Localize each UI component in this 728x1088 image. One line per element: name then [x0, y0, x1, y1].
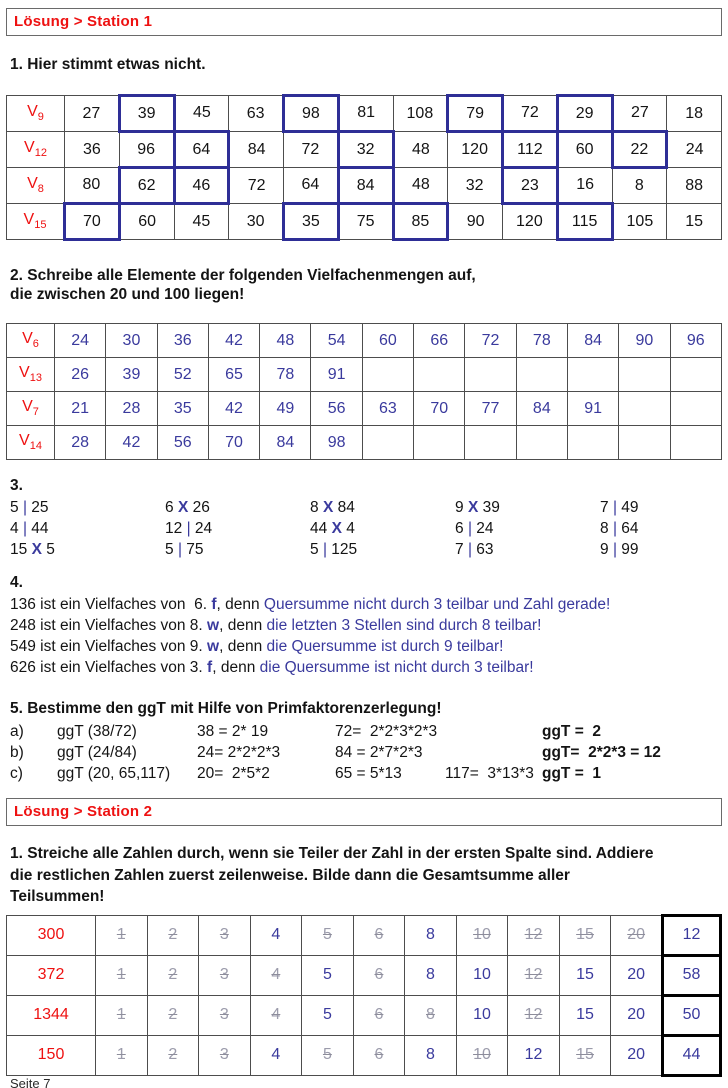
- table-cell: 8: [405, 995, 457, 1035]
- table-cell: 48: [393, 132, 448, 168]
- table-cell: 2: [147, 995, 199, 1035]
- table-cell: 5: [302, 1035, 354, 1075]
- table-row: [7, 324, 722, 358]
- true-false-answer: f: [211, 596, 217, 613]
- row-sum-cell: 50: [663, 995, 721, 1035]
- ggt-row: [10, 742, 728, 763]
- ggt-expression: ggT (24/84): [57, 744, 137, 761]
- multiples-check-table: [6, 94, 722, 241]
- station2-header-label: Lösung > Station 2: [14, 803, 153, 820]
- table-cell: 35: [157, 392, 208, 426]
- table-cell: 10: [456, 915, 508, 955]
- table-cell: 112: [503, 132, 558, 168]
- table-cell: 2: [147, 955, 199, 995]
- table-cell: 65: [208, 358, 259, 392]
- factorization-2: 65 = 5*13: [335, 765, 402, 782]
- row-label: 300: [7, 915, 96, 955]
- table-cell: 70: [65, 204, 120, 240]
- factorization-1: 24= 2*2*2*3: [197, 744, 281, 761]
- table-cell: 15: [559, 955, 611, 995]
- ggt-expression: ggT (38/72): [57, 723, 137, 740]
- row-label: $V_{14}$: [7, 426, 55, 460]
- statement-line: [10, 615, 728, 636]
- table-cell: 98: [311, 426, 362, 460]
- divisibility-statement: 7 | 63: [455, 541, 494, 558]
- table-cell: 5: [302, 915, 354, 955]
- table-cell: 120: [503, 204, 558, 240]
- row-label: $V_{15}$: [7, 204, 65, 240]
- table-cell: 2: [147, 915, 199, 955]
- station2-title-line2: die restlichen Zahlen zuerst zeilenweise. Bilde dann die Gesamtsumme aller: [10, 866, 570, 884]
- divisibility-statement: 5 | 75: [165, 541, 204, 558]
- table-cell: 72: [465, 324, 516, 358]
- table-cell: 90: [619, 324, 670, 358]
- table-cell: 3: [199, 955, 251, 995]
- table-cell: 28: [55, 426, 106, 460]
- divides-symbol: |: [467, 520, 472, 537]
- table-cell: 15: [559, 915, 611, 955]
- table-cell: 39: [106, 358, 157, 392]
- true-false-answer: w: [207, 617, 220, 634]
- table-cell: [670, 358, 721, 392]
- task2-title-line1: 2. Schreibe alle Elemente der folgenden Vielfachenmengen auf,: [10, 267, 476, 284]
- not-divides-symbol: X: [467, 499, 479, 516]
- table-cell: 8: [405, 955, 457, 995]
- table-cell: 98: [284, 96, 339, 132]
- table-cell: 27: [65, 96, 120, 132]
- table-cell: 20: [611, 955, 663, 995]
- table-cell: 63: [362, 392, 413, 426]
- factorization-3: 117= 3*13*3: [445, 765, 534, 782]
- table-cell: 75: [338, 204, 393, 240]
- divisibility-row: [10, 497, 728, 518]
- table-cell: 84: [567, 324, 618, 358]
- task4-statements: [10, 594, 728, 678]
- table-cell: [670, 392, 721, 426]
- factorization-2: 84 = 2*7*2*3: [335, 744, 423, 761]
- table-cell: 26: [55, 358, 106, 392]
- table-cell: 78: [260, 358, 311, 392]
- true-false-answer: w: [207, 638, 220, 655]
- table-cell: 15: [559, 995, 611, 1035]
- task2-title-line2: die zwischen 20 und 100 liegen!: [10, 286, 245, 303]
- table-cell: 66: [414, 324, 465, 358]
- ggt-block: [10, 721, 728, 784]
- table-cell: 15: [667, 204, 722, 240]
- task1-title: 1. Hier stimmt etwas nicht.: [10, 56, 206, 73]
- table-row: [7, 1035, 721, 1075]
- table-cell: 5: [302, 995, 354, 1035]
- table-cell: [362, 358, 413, 392]
- table-cell: 4: [250, 1035, 302, 1075]
- statement-mid: , denn: [219, 638, 267, 655]
- table-cell: 12: [508, 955, 560, 995]
- table-cell: 8: [612, 168, 667, 204]
- table-cell: 120: [448, 132, 503, 168]
- ggt-expression: ggT (20, 65,117): [57, 765, 171, 782]
- table-row: [7, 96, 722, 132]
- table-cell: 56: [311, 392, 362, 426]
- table-cell: 77: [465, 392, 516, 426]
- table-cell: 96: [119, 132, 174, 168]
- divisibility-statement: 4 | 44: [10, 520, 49, 537]
- table-cell: 54: [311, 324, 362, 358]
- table-cell: 35: [284, 204, 339, 240]
- table-cell: 12: [508, 915, 560, 955]
- table-cell: 42: [208, 324, 259, 358]
- divisibility-statement: 44 X 4: [310, 520, 355, 537]
- table-cell: 24: [667, 132, 722, 168]
- divisibility-statement: 7 | 49: [600, 499, 639, 516]
- statement-prefix: 248 ist ein Vielfaches von 8.: [10, 617, 208, 634]
- table-cell: 1: [96, 995, 148, 1035]
- table-cell: 45: [174, 96, 229, 132]
- table-cell: 56: [157, 426, 208, 460]
- table-cell: 91: [311, 358, 362, 392]
- table-cell: 81: [338, 96, 393, 132]
- table-cell: 84: [229, 132, 284, 168]
- table-cell: 85: [393, 204, 448, 240]
- row-label: $V_7$: [7, 392, 55, 426]
- table-cell: 72: [229, 168, 284, 204]
- statement-reason: die Quersumme ist durch 9 teilbar!: [266, 638, 504, 655]
- table-row: [7, 358, 722, 392]
- table-cell: 60: [119, 204, 174, 240]
- table-cell: 96: [670, 324, 721, 358]
- divides-symbol: |: [322, 541, 327, 558]
- divisibility-statement: 9 | 99: [600, 541, 639, 558]
- ggt-item-id: a): [10, 723, 24, 740]
- table-cell: 28: [106, 392, 157, 426]
- multiples-sets-table: [6, 323, 722, 460]
- station1-header: [6, 8, 722, 36]
- table-cell: 84: [260, 426, 311, 460]
- table-cell: [619, 426, 670, 460]
- table-cell: 1: [96, 1035, 148, 1075]
- table-cell: 10: [456, 955, 508, 995]
- table-row: [7, 392, 722, 426]
- row-label: $V_6$: [7, 324, 55, 358]
- table-cell: 80: [65, 168, 120, 204]
- table-cell: 21: [55, 392, 106, 426]
- task3-title: 3.: [10, 477, 23, 494]
- table-cell: [414, 358, 465, 392]
- table-cell: 32: [338, 132, 393, 168]
- table-cell: 8: [405, 915, 457, 955]
- table-cell: 42: [208, 392, 259, 426]
- table-row: [7, 168, 722, 204]
- ggt-item-id: b): [10, 744, 24, 761]
- table-cell: [414, 426, 465, 460]
- table-cell: 4: [250, 915, 302, 955]
- table-cell: [619, 358, 670, 392]
- table-cell: 20: [611, 995, 663, 1035]
- table-cell: 70: [414, 392, 465, 426]
- table-cell: [567, 426, 618, 460]
- table-cell: 29: [557, 96, 612, 132]
- statement-reason: die Quersumme ist nicht durch 3 teilbar!: [259, 659, 534, 676]
- divisibility-statement: 12 | 24: [165, 520, 213, 537]
- table-cell: 64: [174, 132, 229, 168]
- statement-reason: Quersumme nicht durch 3 teilbar und Zahl gerade!: [263, 596, 611, 613]
- statement-line: [10, 657, 728, 678]
- table-cell: 1: [96, 915, 148, 955]
- table-cell: 20: [611, 915, 663, 955]
- divisibility-grid: [10, 497, 728, 560]
- task4-title: 4.: [10, 574, 23, 591]
- station2-title-line3: Teilsummen!: [10, 888, 105, 905]
- table-cell: 6: [353, 955, 405, 995]
- table-row: [7, 915, 721, 955]
- table-cell: 64: [284, 168, 339, 204]
- row-label: 1344: [7, 995, 96, 1035]
- table-cell: 84: [338, 168, 393, 204]
- table-cell: 48: [260, 324, 311, 358]
- ggt-result: ggT = 2: [542, 723, 601, 740]
- ggt-row: [10, 763, 728, 784]
- table-cell: 1: [96, 955, 148, 995]
- statement-prefix: 136 ist ein Vielfaches von 6.: [10, 596, 212, 613]
- divisibility-row: [10, 539, 728, 560]
- row-label: $V_{12}$: [7, 132, 65, 168]
- divides-symbol: |: [186, 520, 191, 537]
- table-cell: 49: [260, 392, 311, 426]
- station2-title-line1: 1. Streiche alle Zahlen durch, wenn sie Teiler der Zahl in der ersten Spalte sind. Addiere: [10, 845, 654, 862]
- divides-symbol: |: [467, 541, 472, 558]
- factorization-1: 20= 2*5*2: [197, 765, 270, 782]
- ggt-row: [10, 721, 728, 742]
- divisibility-statement: 6 | 24: [455, 520, 494, 537]
- table-cell: 30: [106, 324, 157, 358]
- table-row: [7, 995, 721, 1035]
- table-cell: 108: [393, 96, 448, 132]
- statement-mid: , denn: [212, 659, 260, 676]
- table-cell: 72: [503, 96, 558, 132]
- table-cell: 12: [508, 995, 560, 1035]
- table-cell: 91: [567, 392, 618, 426]
- table-cell: 115: [557, 204, 612, 240]
- table-cell: [465, 426, 516, 460]
- statement-line: [10, 594, 728, 615]
- divides-symbol: |: [22, 499, 27, 516]
- factorization-1: 38 = 2* 19: [197, 723, 269, 740]
- table-cell: 88: [667, 168, 722, 204]
- table-cell: 3: [199, 915, 251, 955]
- true-false-answer: f: [207, 659, 213, 676]
- table-cell: 36: [65, 132, 120, 168]
- table-cell: 45: [174, 204, 229, 240]
- table-cell: [516, 426, 567, 460]
- table-cell: 62: [119, 168, 174, 204]
- table-cell: [362, 426, 413, 460]
- table-cell: 3: [199, 995, 251, 1035]
- not-divides-symbol: X: [331, 520, 342, 537]
- statement-prefix: 626 ist ein Vielfaches von 3.: [10, 659, 208, 676]
- ggt-result: ggT= 2*2*3 = 12: [542, 744, 661, 761]
- table-cell: 105: [612, 204, 667, 240]
- row-label: 150: [7, 1035, 96, 1075]
- statement-mid: , denn: [216, 596, 264, 613]
- table-row: [7, 955, 721, 995]
- table-cell: 18: [667, 96, 722, 132]
- factorization-3: [445, 742, 542, 763]
- divisibility-statement: 8 X 84: [310, 499, 355, 516]
- table-cell: 60: [362, 324, 413, 358]
- table-cell: 6: [353, 995, 405, 1035]
- station1-header-label: Lösung > Station 1: [14, 13, 153, 30]
- divides-symbol: |: [612, 499, 617, 516]
- table-cell: 4: [250, 995, 302, 1035]
- ggt-result: ggT = 1: [542, 765, 601, 782]
- table-cell: 78: [516, 324, 567, 358]
- table-row: [7, 426, 722, 460]
- statement-mid: , denn: [219, 617, 267, 634]
- table-cell: 63: [229, 96, 284, 132]
- table-cell: 4: [250, 955, 302, 995]
- table-cell: 32: [448, 168, 503, 204]
- table-cell: [516, 358, 567, 392]
- table-cell: 20: [611, 1035, 663, 1075]
- table-cell: 79: [448, 96, 503, 132]
- table-cell: 60: [557, 132, 612, 168]
- statement-reason: die letzten 3 Stellen sind durch 8 teilbar!: [266, 617, 542, 634]
- table-cell: 90: [448, 204, 503, 240]
- divisibility-statement: 9 X 39: [455, 499, 500, 516]
- table-cell: [670, 426, 721, 460]
- table-cell: 36: [157, 324, 208, 358]
- divides-symbol: |: [612, 520, 617, 537]
- table-cell: 22: [612, 132, 667, 168]
- statement-line: [10, 636, 728, 657]
- row-sum-cell: 12: [663, 915, 721, 955]
- table-cell: [567, 358, 618, 392]
- ggt-item-id: c): [10, 765, 23, 782]
- task5-title: 5. Bestimme den ggT mit Hilfe von Primfaktorenzerlegung!: [10, 700, 442, 717]
- statement-prefix: 549 ist ein Vielfaches von 9.: [10, 638, 208, 655]
- table-cell: 6: [353, 915, 405, 955]
- table-cell: 70: [208, 426, 259, 460]
- factorization-3: [445, 721, 542, 742]
- table-row: [7, 204, 722, 240]
- row-label: $V_8$: [7, 168, 65, 204]
- divisor-sum-table: [6, 914, 722, 1077]
- task2-title: [10, 266, 728, 304]
- table-cell: 84: [516, 392, 567, 426]
- row-sum-cell: 58: [663, 955, 721, 995]
- table-cell: 72: [284, 132, 339, 168]
- divides-symbol: |: [22, 520, 27, 537]
- row-label: $V_{13}$: [7, 358, 55, 392]
- divisibility-row: [10, 518, 728, 539]
- table-cell: 10: [456, 995, 508, 1035]
- station2-header: [6, 798, 722, 826]
- table-cell: 5: [302, 955, 354, 995]
- table-cell: 24: [55, 324, 106, 358]
- divides-symbol: |: [612, 541, 617, 558]
- table-cell: 46: [174, 168, 229, 204]
- page-number: Seite 7: [10, 1076, 51, 1088]
- table-cell: 48: [393, 168, 448, 204]
- table-cell: 23: [503, 168, 558, 204]
- not-divides-symbol: X: [31, 541, 42, 558]
- table-cell: 16: [557, 168, 612, 204]
- row-label: $V_9$: [7, 96, 65, 132]
- divisibility-statement: 5 | 125: [310, 541, 358, 558]
- table-cell: 15: [559, 1035, 611, 1075]
- divisibility-statement: 6 X 26: [165, 499, 210, 516]
- divisibility-statement: 15 X 5: [10, 541, 55, 558]
- divisibility-statement: 5 | 25: [10, 499, 49, 516]
- row-label: 372: [7, 955, 96, 995]
- divides-symbol: |: [177, 541, 182, 558]
- table-cell: 52: [157, 358, 208, 392]
- row-sum-cell: 44: [663, 1035, 721, 1075]
- table-cell: [465, 358, 516, 392]
- table-cell: 30: [229, 204, 284, 240]
- table-cell: 10: [456, 1035, 508, 1075]
- not-divides-symbol: X: [322, 499, 334, 516]
- table-cell: 6: [353, 1035, 405, 1075]
- table-cell: 3: [199, 1035, 251, 1075]
- factorization-2: 72= 2*2*3*2*3: [335, 723, 438, 740]
- table-row: [7, 132, 722, 168]
- table-cell: [619, 392, 670, 426]
- table-cell: 27: [612, 96, 667, 132]
- table-cell: 39: [119, 96, 174, 132]
- divisibility-statement: 8 | 64: [600, 520, 639, 537]
- not-divides-symbol: X: [177, 499, 189, 516]
- table-cell: 2: [147, 1035, 199, 1075]
- table-cell: 8: [405, 1035, 457, 1075]
- table-cell: 42: [106, 426, 157, 460]
- station2-task1-title: [10, 843, 718, 908]
- table-cell: 12: [508, 1035, 560, 1075]
